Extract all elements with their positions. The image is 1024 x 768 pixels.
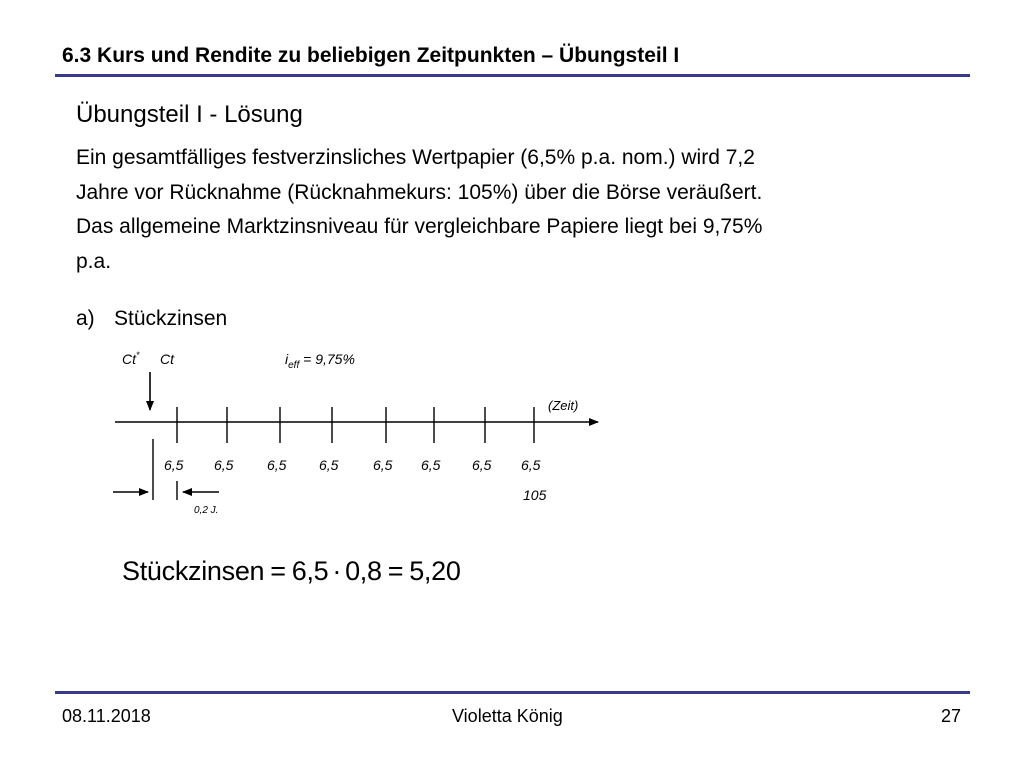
formula [122, 556, 461, 587]
slide-title: 6.3 Kurs und Rendite zu beliebigen Zeitpunkten – Übungsteil I [62, 44, 680, 67]
formula-equals: = [270, 556, 286, 586]
footer-date: 08.11.2018 [62, 706, 151, 726]
formula-result: 5,20 [409, 556, 461, 586]
payment-labels [164, 457, 541, 473]
formula-factor-a: 6,5 [291, 556, 329, 586]
formula-factor-b: 0,8 [345, 556, 382, 586]
axis-label: (Zeit) [548, 398, 579, 413]
problem-line: Ein gesamtfälliges festverzinsliches Wertpapier (6,5% p.a. nom.) wird 7,2 [76, 146, 755, 169]
fraction-label: 0,2 J. [194, 505, 219, 516]
ct-label: Ct [160, 351, 174, 367]
payment-label: 6,5 [267, 457, 287, 473]
i-base: i [285, 351, 289, 367]
formula-lhs: Stückzinsen [122, 556, 265, 586]
problem-line: p.a. [76, 249, 112, 273]
payment-label: 6,5 [421, 457, 441, 473]
page-number: 27 [941, 706, 962, 726]
item-number: a) [76, 307, 95, 330]
ct-star-base: Ct [122, 351, 136, 367]
timeline-ticks [177, 407, 534, 443]
interest-rate-label [285, 351, 355, 371]
ct-star-sup: * [136, 350, 140, 360]
payment-label: 6,5 [472, 457, 492, 473]
section-subtitle: Übungsteil I - Lösung [76, 101, 303, 128]
payment-label: 6,5 [373, 457, 393, 473]
problem-line: Das allgemeine Marktzinsniveau für vergleichbare Papiere liegt bei 9,75% [76, 215, 763, 238]
payment-label: 6,5 [164, 457, 184, 473]
problem-line: Jahre vor Rücknahme (Rücknahmekurs: 105%) über die Börse veräußert. [76, 180, 763, 204]
footer-author: Violetta König [452, 706, 563, 726]
footer-divider [55, 691, 970, 694]
redemption-label: 105 [523, 487, 547, 503]
formula-multiply: · [332, 556, 342, 586]
formula-equals: = [387, 556, 404, 586]
i-value: = 9,75% [299, 351, 355, 367]
payment-label: 6,5 [319, 457, 339, 473]
item-label: Stückzinsen [114, 307, 228, 330]
payment-label: 6,5 [214, 457, 234, 473]
i-sub: eff [288, 360, 300, 371]
payment-label: 6,5 [521, 457, 541, 473]
ct-star-label [122, 350, 140, 367]
